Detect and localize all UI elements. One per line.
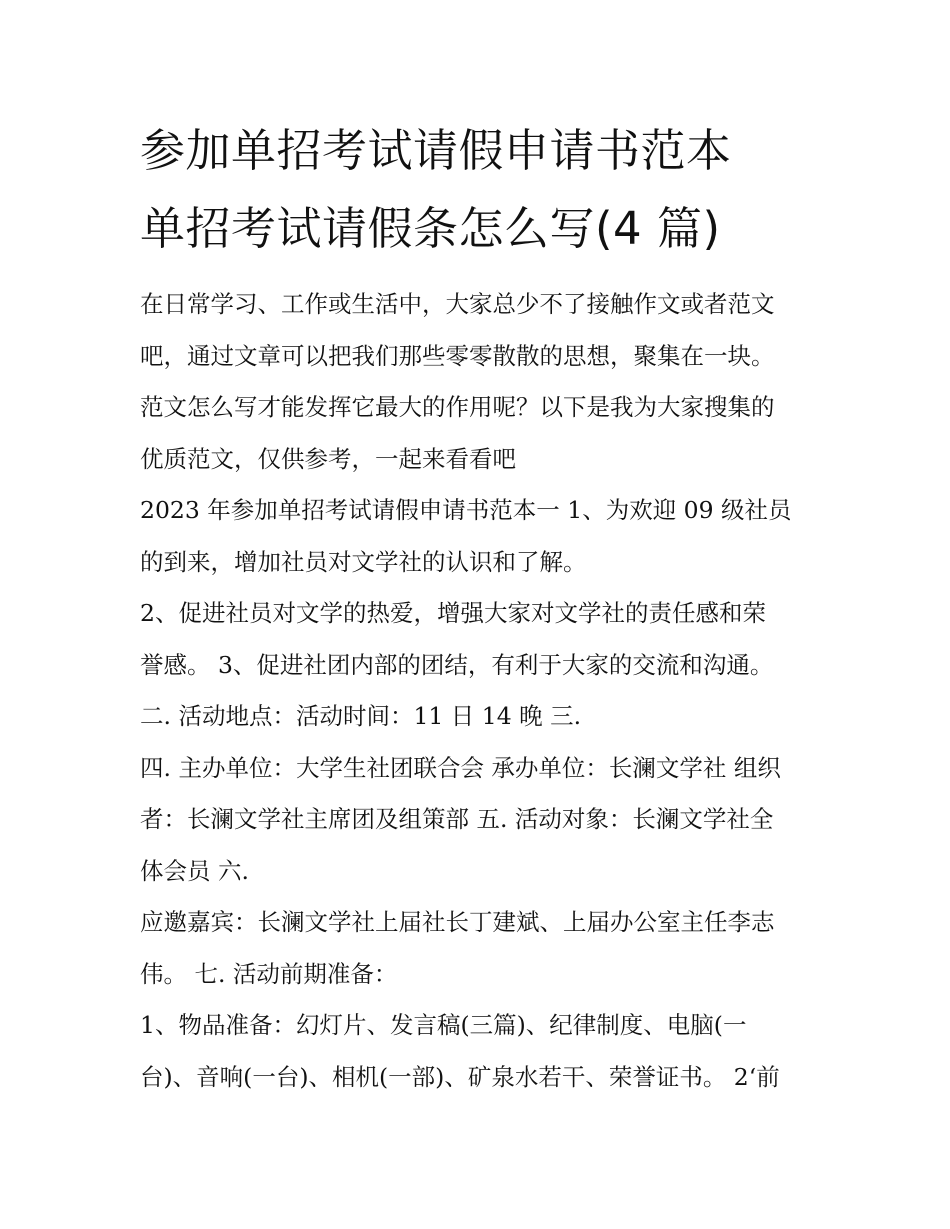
body-line-3: 范文怎么写才能发挥它最大的作用呢？以下是我为大家搜集的: [140, 393, 775, 421]
body-line-13: 应邀嘉宾：长澜文学社上届社长丁建斌、上届办公室主任李志: [140, 908, 775, 936]
body-line-16: 台)、音响(一台)、相机(一部)、矿泉水若干、荣誉证书。 2‘前: [140, 1062, 780, 1091]
body-line-6: 的到来，增加社员对文学社的认识和了解。: [140, 547, 587, 576]
body-line-15: 1、物品准备：幻灯片、发言稿(三篇)、纪律制度、电脑(一: [140, 1011, 747, 1039]
body-line-14: 伟。 七. 活动前期准备：: [140, 959, 398, 988]
body-line-11: 者：长澜文学社主席团及组策部 五. 活动对象：长澜文学社全: [140, 805, 774, 833]
document-title: [140, 112, 840, 268]
body-line-10: 四. 主办单位：大学生社团联合会 承办单位：长澜文学社 组织: [140, 753, 781, 782]
body-line-12: 体会员 六.: [140, 856, 249, 885]
body-line-1: 在日常学习、工作或生活中，大家总少不了接触作文或者范文: [140, 290, 775, 318]
body-line-4: 优质范文，仅供参考，一起来看看吧: [140, 444, 516, 473]
body-line-8: 誉感。 3、促进社团内部的团结，有利于大家的交流和沟通。: [140, 650, 774, 679]
body-line-5: 2023 年参加单招考试请假申请书范本一 1、为欢迎 09 级社员: [140, 496, 792, 524]
title-line-1: 参加单招考试请假申请书范本: [140, 124, 732, 177]
document-body: [140, 279, 830, 1103]
title-line-2: 单招考试请假条怎么写(4 篇): [140, 202, 721, 255]
body-line-7: 2、促进社员对文学的热爱，增强大家对文学社的责任感和荣: [140, 599, 766, 627]
body-line-2: 吧，通过文章可以把我们那些零零散散的思想，聚集在一块。: [140, 341, 775, 370]
body-line-9: 二. 活动地点：活动时间：11 日 14 晚 三.: [140, 702, 582, 730]
